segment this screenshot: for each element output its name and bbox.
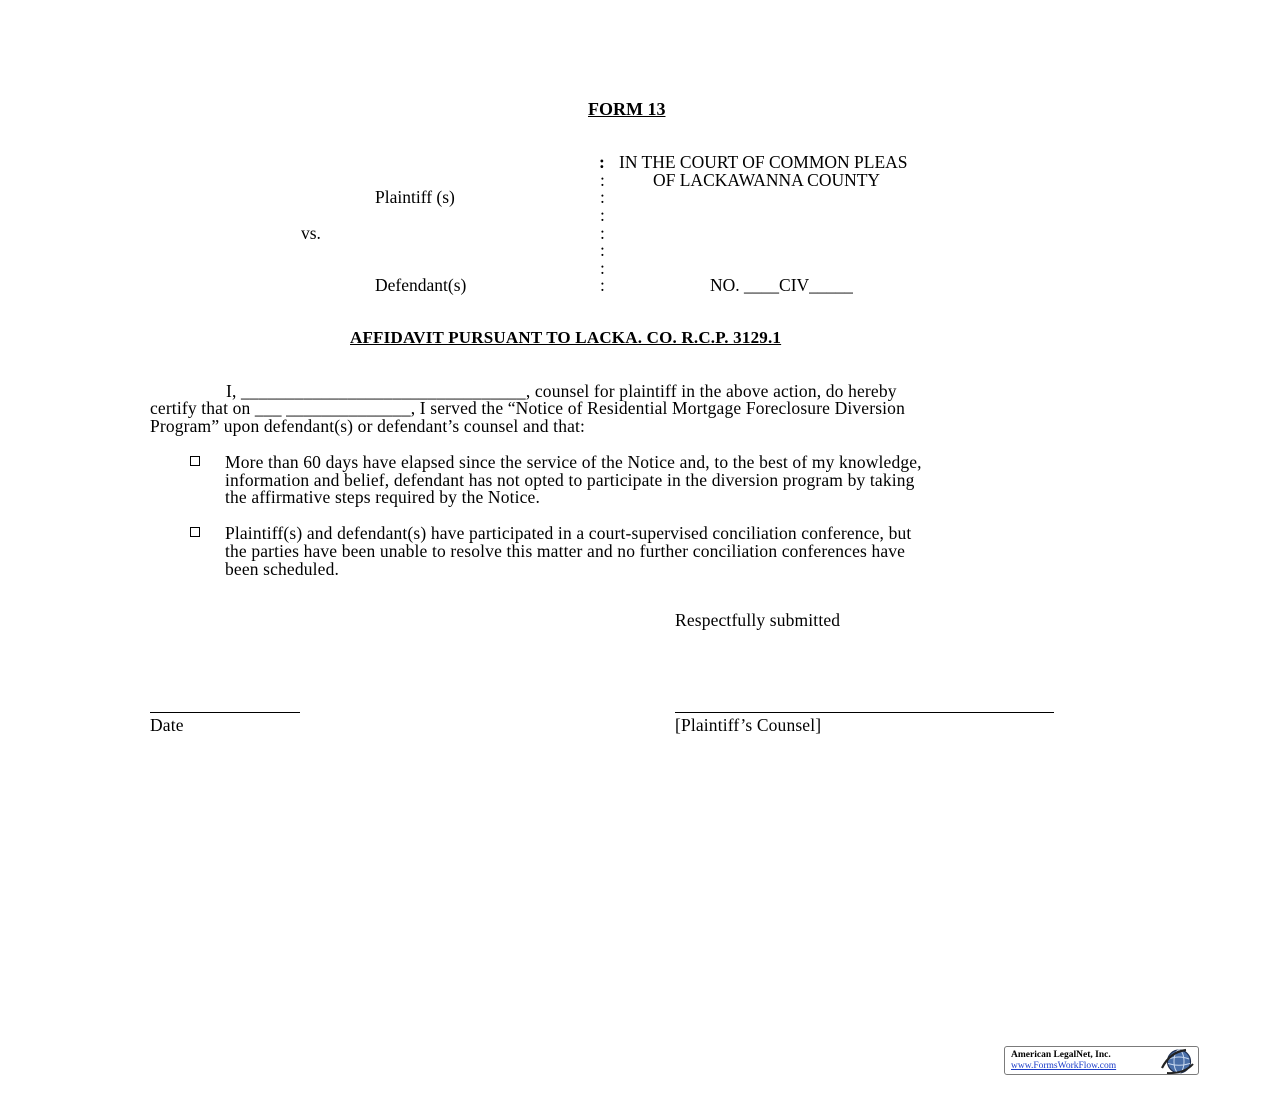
caption-colon: : <box>600 205 605 225</box>
closing-text: Respectfully submitted <box>675 610 841 630</box>
globe-icon <box>1158 1048 1196 1075</box>
option-2-line-1: Plaintiff(s) and defendant(s) have participated in a court-supervised conciliation conference, but <box>225 523 912 543</box>
footer-logo <box>1004 1046 1199 1075</box>
counsel-label: [Plaintiff’s Counsel] <box>675 715 822 735</box>
intro-line-1: I, ________________________________, counsel for plaintiff in the above action, do hereby <box>226 381 897 401</box>
option-2-line-2: the parties have been unable to resolve this matter and no further conciliation conferences have <box>225 541 906 561</box>
option-2-line-3: been scheduled. <box>225 559 340 579</box>
affidavit-heading: AFFIDAVIT PURSUANT TO LACKA. CO. R.C.P. 3129.1 <box>350 328 782 347</box>
caption-colon: : <box>600 187 605 207</box>
caption-colon: : <box>600 223 605 243</box>
caption-colon: : <box>600 258 605 278</box>
vs-label: vs. <box>301 223 321 243</box>
defendant-label: Defendant(s) <box>375 275 467 295</box>
caption-colon: : <box>600 170 605 190</box>
intro-line-2: certify that on ___ ______________, I served the “Notice of Residential Mortgage Foreclosure Diversion <box>150 398 905 418</box>
counsel-signature-line <box>675 712 1054 713</box>
option-2-checkbox[interactable] <box>190 527 200 537</box>
option-1-line-2: information and belief, defendant has not opted to participate in the diversion program by taking <box>225 470 915 490</box>
intro-line-3: Program” upon defendant(s) or defendant’s counsel and that: <box>150 416 586 436</box>
court-name-line1: IN THE COURT OF COMMON PLEAS <box>619 152 908 172</box>
plaintiff-label: Plaintiff (s) <box>375 187 455 207</box>
caption-colon: : <box>599 152 605 172</box>
court-name-line2: OF LACKAWANNA COUNTY <box>653 170 881 190</box>
date-signature-line <box>150 712 300 713</box>
caption-colon: : <box>600 275 605 295</box>
logo-company-name: American LegalNet, Inc. <box>1011 1050 1111 1060</box>
form-title: FORM 13 <box>588 99 666 119</box>
option-1-line-1: More than 60 days have elapsed since the service of the Notice and, to the best of my knowledge, <box>225 452 922 472</box>
option-1-checkbox[interactable] <box>190 456 200 466</box>
case-number: NO. ____CIV_____ <box>710 275 853 295</box>
option-1-line-3: the affirmative steps required by the Notice. <box>225 487 540 507</box>
caption-colon: : <box>600 240 605 260</box>
logo-url-link[interactable]: www.FormsWorkFlow.com <box>1011 1061 1117 1071</box>
date-label: Date <box>150 715 184 735</box>
